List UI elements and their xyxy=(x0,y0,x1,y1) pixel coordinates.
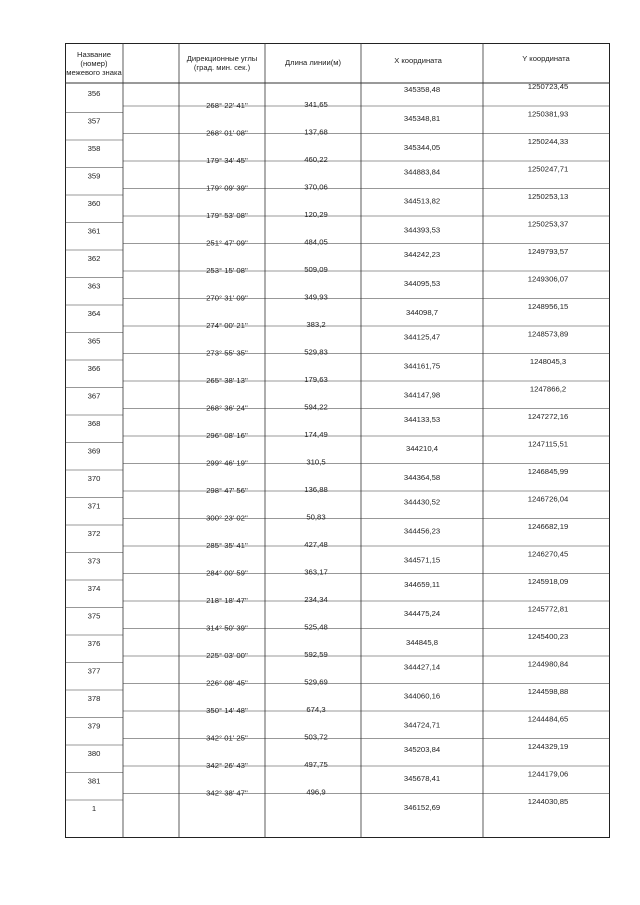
table-row xyxy=(88,412,569,428)
table-row xyxy=(88,742,569,758)
segment-row xyxy=(206,237,328,247)
x-coordinate-cell: 345358,48 xyxy=(403,85,441,94)
y-coordinate-cell: 1245918,09 xyxy=(527,577,569,586)
table-row xyxy=(88,275,569,291)
line-length-cell: 503,72 xyxy=(304,732,328,742)
y-coordinate-cell: 1245400,23 xyxy=(527,632,569,641)
direction-angle-cell: 179° 34' 45'' xyxy=(206,155,248,165)
segment-row xyxy=(206,292,328,302)
coordinates-table xyxy=(65,43,610,838)
segment-row xyxy=(206,732,328,742)
table-row xyxy=(88,605,569,621)
x-coordinate-cell: 344364,58 xyxy=(403,472,441,482)
segment-row xyxy=(206,127,328,137)
boundary-point-name: 360 xyxy=(87,199,101,208)
direction-angle-cell: 218° 18' 47'' xyxy=(206,595,248,605)
boundary-coordinates-document xyxy=(65,43,610,838)
direction-angle-cell: 268° 22' 41'' xyxy=(206,100,248,110)
boundary-point-name: 363 xyxy=(87,281,101,291)
y-coordinate-cell: 1244598,88 xyxy=(527,687,569,696)
boundary-point-name: 374 xyxy=(87,584,101,593)
line-length-cell: 310,5 xyxy=(306,457,326,467)
direction-angle-cell: 253° 15' 08'' xyxy=(206,265,248,275)
line-length-cell: 383,2 xyxy=(306,319,326,329)
x-coordinate-cell: 344845,8 xyxy=(405,637,439,647)
x-coordinate-cell: 344147,98 xyxy=(403,390,441,400)
y-coordinate-cell: 1246726,04 xyxy=(527,494,569,504)
boundary-point-name: 372 xyxy=(87,529,101,538)
y-coordinate-cell: 1248045,3 xyxy=(529,357,567,366)
x-coordinate-cell: 345348,81 xyxy=(403,113,441,123)
header-x-coordinate: X координата xyxy=(394,56,442,65)
direction-angle-cell: 314° 50' 39'' xyxy=(206,623,248,633)
y-coordinate-cell: 1249306,07 xyxy=(527,274,569,284)
direction-angle-cell: 268° 36' 24'' xyxy=(206,403,248,413)
x-coordinate-cell: 344427,14 xyxy=(403,662,441,672)
boundary-point-name: 362 xyxy=(87,254,101,263)
boundary-point-name: 367 xyxy=(87,391,101,401)
table-row xyxy=(88,357,567,373)
segment-row xyxy=(206,457,325,467)
boundary-point-name: 1 xyxy=(91,804,97,813)
line-length-cell: 349,93 xyxy=(304,292,328,302)
direction-angle-cell: 270° 31' 09'' xyxy=(206,293,248,303)
table-row xyxy=(88,632,569,648)
boundary-point-name: 358 xyxy=(87,144,101,153)
boundary-point-name: 365 xyxy=(87,336,101,346)
segment-row xyxy=(206,320,325,330)
x-coordinate-cell: 344513,82 xyxy=(403,196,441,206)
header-angle-line-1: Дирекционные углы xyxy=(186,54,258,63)
table-row xyxy=(88,110,569,126)
segment-row xyxy=(206,512,325,522)
x-coordinate-cell: 344659,11 xyxy=(404,580,440,589)
boundary-point-name: 376 xyxy=(87,639,101,648)
segment-row xyxy=(206,760,328,770)
direction-angle-cell: 285° 35' 41'' xyxy=(206,540,248,550)
x-coordinate-cell: 344571,15 xyxy=(403,555,441,565)
header-angle-line-2: (град. мин. сек.) xyxy=(193,63,251,72)
y-coordinate-cell: 1248573,89 xyxy=(527,329,569,339)
line-length-cell: 529,83 xyxy=(304,347,328,357)
direction-angle-cell: 179° 53' 08'' xyxy=(206,210,248,220)
line-length-cell: 50,83 xyxy=(306,512,326,522)
table-row xyxy=(88,385,567,401)
table-row xyxy=(88,687,569,703)
boundary-point-name: 370 xyxy=(87,474,101,483)
table-row xyxy=(88,302,569,318)
line-length-cell: 179,63 xyxy=(304,374,328,384)
x-coordinate-cell: 344095,53 xyxy=(403,278,441,288)
direction-angle-cell: 251° 47' 09'' xyxy=(206,238,248,248)
table-row xyxy=(88,165,569,181)
line-length-cell: 509,09 xyxy=(304,264,328,274)
boundary-point-name: 375 xyxy=(87,611,101,621)
x-coordinate-cell: 344060,16 xyxy=(403,691,441,701)
table-row xyxy=(88,715,569,731)
y-coordinate-cell: 1250244,33 xyxy=(527,137,569,146)
segment-row xyxy=(206,347,328,357)
boundary-point-name: 357 xyxy=(87,116,101,126)
y-coordinate-cell: 1244329,19 xyxy=(527,742,569,751)
direction-angle-cell: 350° 14' 48'' xyxy=(206,705,248,715)
segment-row xyxy=(206,622,328,632)
segment-row xyxy=(206,567,328,577)
segment-row xyxy=(206,677,328,687)
direction-angle-cell: 298° 47' 56'' xyxy=(206,485,248,495)
header-length: Длина линии(м) xyxy=(285,58,341,67)
y-coordinate-cell: 1244179,06 xyxy=(527,769,569,779)
y-coordinate-cell: 1250723,45 xyxy=(527,82,569,91)
header-name-line-1: Название xyxy=(77,50,111,59)
direction-angle-cell: 274° 00' 21'' xyxy=(206,320,248,330)
line-length-cell: 120,29 xyxy=(304,209,328,219)
line-length-cell: 674,3 xyxy=(306,704,326,714)
table-row xyxy=(88,137,569,153)
table-row xyxy=(88,192,569,208)
y-coordinate-cell: 1247272,16 xyxy=(527,412,569,421)
line-length-cell: 496,9 xyxy=(306,787,326,797)
table-row xyxy=(88,770,569,786)
table-row xyxy=(88,660,569,676)
x-coordinate-cell: 346152,69 xyxy=(403,802,441,812)
x-coordinate-cell: 345344,05 xyxy=(403,142,441,152)
segment-row xyxy=(206,402,328,412)
y-coordinate-cell: 1246845,99 xyxy=(527,467,569,476)
table-row xyxy=(88,467,569,483)
y-coordinate-cell: 1244030,85 xyxy=(527,797,569,806)
table-row xyxy=(88,247,569,263)
boundary-point-name: 380 xyxy=(87,749,101,758)
y-coordinate-cell: 1246270,45 xyxy=(527,549,569,559)
line-length-cell: 484,05 xyxy=(304,237,328,247)
boundary-point-name: 366 xyxy=(87,364,101,373)
y-coordinate-cell: 1250253,13 xyxy=(527,192,569,201)
header-y-coordinate: Y координата xyxy=(522,54,570,63)
segment-row xyxy=(206,595,328,605)
segment-row xyxy=(206,430,328,440)
line-length-cell: 592,59 xyxy=(304,649,328,659)
y-coordinate-cell: 1246682,19 xyxy=(527,522,569,531)
table-row xyxy=(88,220,569,236)
boundary-point-name: 371 xyxy=(87,501,101,511)
x-coordinate-cell: 344161,75 xyxy=(403,361,441,371)
line-length-cell: 341,65 xyxy=(304,99,328,109)
direction-angle-cell: 300° 23' 02'' xyxy=(206,513,248,523)
header-name-line-2: (номер) xyxy=(80,59,108,68)
table-row xyxy=(88,577,569,593)
x-coordinate-cell: 344133,53 xyxy=(403,415,441,424)
line-length-cell: 497,75 xyxy=(304,759,328,769)
direction-angle-cell: 226° 08' 45'' xyxy=(206,678,248,688)
y-coordinate-cell: 1247115,51 xyxy=(527,439,569,449)
direction-angle-cell: 342° 01' 25'' xyxy=(206,733,248,743)
segment-row xyxy=(206,265,328,275)
y-coordinate-cell: 1247866,2 xyxy=(529,384,567,394)
line-length-cell: 529,69 xyxy=(304,677,328,687)
x-coordinate-cell: 344393,53 xyxy=(403,225,441,235)
y-coordinate-cell: 1245772,81 xyxy=(527,604,569,614)
line-length-cell: 136,88 xyxy=(304,484,328,494)
line-length-cell: 525,48 xyxy=(304,622,328,632)
boundary-point-name: 368 xyxy=(87,419,101,428)
x-coordinate-cell: 344210,4 xyxy=(405,443,439,453)
y-coordinate-cell: 1250247,71 xyxy=(527,164,569,174)
boundary-point-name: 377 xyxy=(87,666,101,676)
segment-row xyxy=(206,787,325,797)
boundary-point-name: 373 xyxy=(87,556,101,566)
y-coordinate-cell: 1248956,15 xyxy=(527,302,569,311)
x-coordinate-cell: 345203,84 xyxy=(403,745,441,754)
table-row xyxy=(92,797,568,813)
y-coordinate-cell: 1250253,37 xyxy=(527,219,569,229)
line-length-cell: 370,06 xyxy=(304,182,328,192)
x-coordinate-cell: 344883,84 xyxy=(403,167,441,177)
boundary-point-name: 364 xyxy=(87,309,101,318)
table-row xyxy=(88,330,569,346)
boundary-point-name: 359 xyxy=(87,171,101,181)
direction-angle-cell: 268° 01' 08'' xyxy=(206,128,248,138)
segment-row xyxy=(206,650,328,660)
x-coordinate-cell: 344456,23 xyxy=(403,526,441,536)
x-coordinate-cell: 344430,52 xyxy=(403,497,441,507)
direction-angle-cell: 265° 38' 13'' xyxy=(206,375,248,385)
boundary-point-name: 379 xyxy=(87,721,101,731)
boundary-point-name: 369 xyxy=(87,446,101,456)
y-coordinate-cell: 1249793,57 xyxy=(527,247,569,256)
segment-row xyxy=(206,155,328,165)
x-coordinate-cell: 344125,47 xyxy=(403,332,441,342)
table-row xyxy=(88,550,569,566)
segment-row xyxy=(206,182,328,192)
table-row xyxy=(88,82,569,98)
segment-row xyxy=(206,485,328,495)
direction-angle-cell: 225° 03' 00'' xyxy=(206,650,248,660)
segment-row xyxy=(206,540,328,550)
direction-angle-cell: 299° 46' 19'' xyxy=(206,458,248,468)
line-length-cell: 594,22 xyxy=(304,402,328,412)
line-length-cell: 234,34 xyxy=(304,594,328,604)
table-row xyxy=(88,440,568,456)
table-row xyxy=(88,522,569,538)
header-name-line-3: межевого знака xyxy=(66,68,122,77)
direction-angle-cell: 342° 38' 47'' xyxy=(206,788,248,798)
boundary-point-name: 361 xyxy=(87,226,101,236)
y-coordinate-cell: 1244980,84 xyxy=(527,659,569,669)
direction-angle-cell: 284° 00' 59'' xyxy=(206,568,248,578)
line-length-cell: 137,68 xyxy=(304,127,328,137)
line-length-cell: 174,49 xyxy=(304,429,328,439)
segment-row xyxy=(206,100,328,110)
direction-angle-cell: 342° 26' 43'' xyxy=(206,760,248,770)
boundary-point-name: 378 xyxy=(87,694,101,703)
x-coordinate-cell: 344475,24 xyxy=(403,608,441,618)
y-coordinate-cell: 1250381,93 xyxy=(527,109,569,119)
direction-angle-cell: 296° 08' 16'' xyxy=(206,430,248,440)
boundary-point-name: 356 xyxy=(87,89,101,98)
direction-angle-cell: 273° 55' 35'' xyxy=(206,348,248,358)
x-coordinate-cell: 344098,7 xyxy=(405,307,439,317)
direction-angle-cell: 179° 09' 39'' xyxy=(206,183,248,193)
segment-row xyxy=(206,705,325,715)
boundary-point-name: 381 xyxy=(87,776,101,786)
x-coordinate-cell: 344724,71 xyxy=(403,720,441,730)
x-coordinate-cell: 344242,23 xyxy=(403,250,441,259)
segment-row xyxy=(206,210,328,220)
line-length-cell: 460,22 xyxy=(304,154,328,164)
segment-row xyxy=(206,375,328,385)
line-length-cell: 427,48 xyxy=(304,539,328,549)
y-coordinate-cell: 1244484,65 xyxy=(527,714,569,724)
line-length-cell: 363,17 xyxy=(304,567,328,577)
table-row xyxy=(88,495,569,511)
x-coordinate-cell: 345678,41 xyxy=(403,773,441,783)
